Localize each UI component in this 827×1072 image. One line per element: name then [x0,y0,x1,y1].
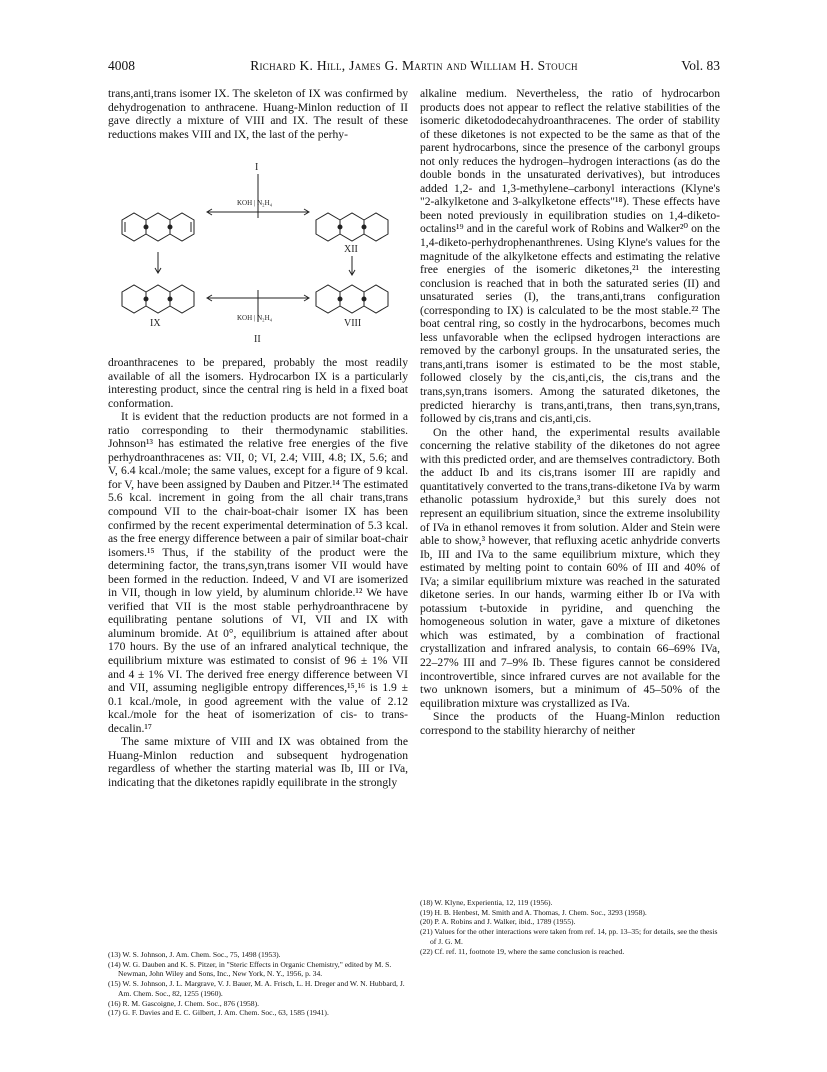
paragraph: On the other hand, the experimental results available concerning the relative stability of the diketones do not agree with this predicted order, and are themselves contradictory. Both the adduct Ib and its cis,trans isomer III are rapidly and quantitatively converted to the trans,trans-diketone IVa by warm ethanolic potassium hydroxide,³ but this surely does not represent an equilibrium situation, since the extreme insolubility of IVa in ethanol removes it from solution. Alder and Stein were able to show,³ however, that refluxing acetic anhydride converts Ib, III and IVa to the same equilibrium mixture, which they estimated by melting point to contain 60% of III and 40% of IVa; a similar equilibrium mixture was reached in the saturated diketone series. In our hands, warming either Ib or IVa with potassium t-butoxide in pyridine, and quenching the homogeneous solution in water, gave a mixture of diketones which was estimated, by a combination of fractional crystallization and infrared analysis, to contain 66–69% IVa, 22–27% III and 7–9% Ib. These figures cannot be considered incontrovertible, since infrared curves are not available for the two unknown isomers, but a minimum of 45–50% of the equilibration mixture was crystallized as IVa. [420,425,720,710]
paragraph: droanthracenes to be prepared, probably the most readily available of all the isomers. Hydrocarbon IX is a particularly interesting product, since the central ring is held in a fixed boat conformation. [108,356,408,410]
running-authors: Richard K. Hill, James G. Martin and William H. Stouch [250,58,578,73]
label-IX: IX [150,318,161,329]
footnote: (19) H. B. Henbest, M. Smith and A. Thomas, J. Chem. Soc., 3293 (1958). [420,907,647,917]
footnote: (22) Cf. ref. 11, footnote 19, where the same conclusion is reached. [420,946,625,956]
footnote: (18) W. Klyne, Experientia, 12, 119 (1956). [420,898,553,907]
right-column-body [420,87,720,737]
reaction-scheme-figure [108,160,408,350]
label-I: I [255,162,259,173]
page-header [108,58,720,78]
paragraph: The same mixture of VIII and IX was obtained from the Huang-Minlon reduction and subsequent hydrogenation regardless of whether the starting material was Ib, III or IVa, indicating that the diketones rapidly equilibrate in the strongly [108,735,408,789]
footnotes-right [420,898,720,956]
footnote: (13) W. S. Johnson, J. Am. Chem. Soc., 75, 1498 (1953). [108,950,281,959]
paragraph: alkaline medium. Nevertheless, the ratio of hydrocarbon products does not appear to reflect the relative stabilities of the isomeric diketododecahydroanthracenes. The order of stability of these diketones is not expected to be the same as that of the parent hydrocarbons, since the presence of the carbonyl groups not only reduces the hydrogen–hydrogen interactions (as do the double bonds in the unsaturated derivatives), but introduces added 1,2- and 1,3-methylene–carbonyl interactions (Klyne's "2-alkylketone and 3-alkylketone effects"¹⁸). These effects have been noted previously in equilibration studies on 1,4-diketo-octalins¹⁹ and in the careful work of Robins and Walker²⁰ on the 1,4-diketo-perhydrophenanthrenes. Using Klyne's values for the magnitude of the alkylketone effects and estimating the relative free energies of the isomeric diketones,²¹ the interesting conclusion is reached that in both the saturated series (II) and unsaturated series (I), the trans,anti,trans configuration (corresponding to IX) is calculated to be the most stable.²² The boat central ring, so costly in the hydrocarbons, becomes much less unfavorable when the eclipsed hydrogen interactions are removed by the carbonyl groups. In the unsaturated series, the trans,anti,trans isomer is estimated to be the most stable, followed closely by the cis,anti,cis, the cis,trans and the trans,syn,trans isomers. Among the saturated diketones, the predicted hierarchy is trans,anti,trans, then trans,syn,trans, followed by cis,trans and cis,anti,cis. [420,87,720,426]
footnote: (15) W. S. Johnson, J. L. Margrave, V. J. Bauer, M. A. Frisch, L. H. Dreger and W. N. Hubbard, J. Am. Chem. Soc., 82, 1255 (1960). [108,979,405,998]
label-VIII: VIII [344,318,362,329]
structure-VIII [316,285,388,313]
footnote: (17) G. F. Davies and E. C. Gilbert, J. Am. Chem. Soc., 63, 1585 (1941). [108,1008,329,1018]
footnote: (20) P. A. Robins and J. Walker, ibid., 1789 (1955). [420,917,576,927]
paragraph: It is evident that the reduction products are not formed in a ratio corresponding to their thermodynamic stabilities. Johnson¹³ has estimated the relative free energies of the five perhydroanthracenes as: VII, 0; VI, 2.4; VIII, 4.8; IX, 5.6; and V, 6.4 kcal./mole; the same values, except for a figure of 9 kcal. for V, have been assigned by Dauben and Pitzer.¹⁴ The estimated 5.6 kcal. increment in going from the all chair trans,trans compound VII to the chair-boat-chair isomer IX has been confirmed by the recent experimental determination of 5.3 kcal. as the free energy difference between a pair of similar boat-chair isomers.¹⁵ Thus, if the stability of the product were the determining factor, the trans,syn,trans isomer VII would have been formed in the reduction. Indeed, V and VI are isomerized in VII, though in low yield, by aluminum chloride.¹² We have verified that VII is the most stable perhydroanthracene by equilibrating pentane solutions of VI, VII and IX with aluminum bromide. At 0°, equilibrium is attained after about 170 hours. By the use of an infrared analytical technique, the equilibrium mixture was estimated to consist of 96 ± 1% VII and 4 ± 1% VI. The derived free energy difference between VI and VII, assuming negligible entropy differences,¹⁵,¹⁶ is 1.9 ± 0.1 kcal./mole, in good agreement with the value of 2.12 kcal./mole for the heat of isomerization of cis- to trans-decalin.¹⁷ [108,410,408,735]
footnote: (14) W. G. Dauben and K. S. Pitzer, in "Steric Effects in Organic Chemistry," edited by M. S. Newman, John Wiley and Sons, Inc., New York, N. Y., 1956, p. 34. [108,959,392,979]
label-reagent-bottom: KOH | N₂H₄ [237,314,273,322]
footnotes-left [108,950,408,1018]
label-reagent-top: KOH | N₂H₄ [237,199,273,207]
structure-top-right [316,213,388,241]
structure-top-left [122,213,194,241]
left-column-top [108,87,408,141]
label-XII: XII [344,244,358,255]
label-II: II [254,334,261,345]
footnote: (21) Values for the other interactions were taken from ref. 14, pp. 13–35; for details, see the thesis of J. G. M. [420,927,718,946]
footnote: (16) R. M. Gascoigne, J. Chem. Soc., 876 (1958). [108,998,260,1008]
paragraph: Since the products of the Huang-Minlon reduction correspond to the stability hierarchy of neither [420,710,720,737]
paragraph: trans,anti,trans isomer IX. The skeleton of IX was confirmed by dehydrogenation to anthracene. Huang-Minlon reduction of II gave directly a mixture of VIII and IX. The result of these reductions makes VIII and IX, the last of the perhy- [108,87,408,141]
volume-label: Vol. 83 [681,58,720,73]
left-column-body [108,356,408,790]
page-number: 4008 [108,58,135,73]
structure-IX [122,285,194,313]
